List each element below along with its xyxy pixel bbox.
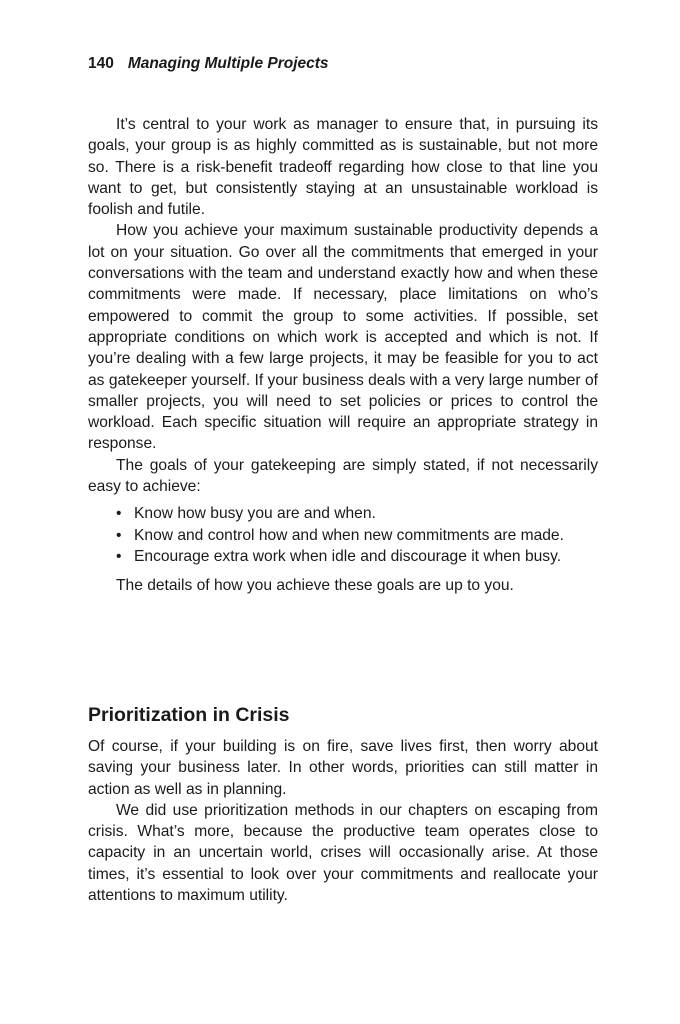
list-item-text: Know and control how and when new commitments are made. <box>134 526 564 544</box>
paragraph: The goals of your gatekeeping are simply stated, if not necessarily easy to achieve: <box>88 456 598 496</box>
section-heading: Prioritization in Crisis <box>88 704 290 726</box>
list-item <box>116 546 598 567</box>
list-item <box>116 525 598 546</box>
paragraph: How you achieve your maximum sustainable productivity depends a lot on your situation. Go over all the commitments that emerged in your conversations with the team and understand exactly how and when these commitments were made. If necessary, place limitations on who’s empowered to commit the group to some activities. If possible, set appropriate conditions on which work is accepted and which is not. If you’re dealing with a few large projects, it may be feasible for you to act as gatekeeper yourself. If your business deals with a very large number of smaller projects, you will need to set policies or prices to control the workload. Each specific situation will require an appropriate strategy in response. <box>88 222 598 453</box>
paragraph: We did use prioritization methods in our chapters on escaping from crisis. What’s more, because the productive team operates close to capacity in an uncertain world, crises will occasionally arise. At those times, it’s essential to look over your commitments and reallocate your attentions to maximum utility. <box>88 801 598 905</box>
bullet-list <box>88 503 598 567</box>
book-title: Managing Multiple Projects <box>127 55 329 72</box>
paragraph: It’s central to your work as manager to ensure that, in pursuing its goals, your group is as highly committed as is sustainable, but not more so. There is a risk-benefit tradeoff regarding how close to that line you want to get, but consistently staying at an unsustainable workload is foolish and futile. <box>88 116 598 219</box>
list-item <box>116 503 598 524</box>
section-body-text <box>88 736 598 906</box>
bullet-icon: • <box>116 505 122 523</box>
body-text <box>88 114 598 597</box>
page-number: 140 <box>88 55 114 72</box>
paragraph: The details of how you achieve these goals are up to you. <box>116 577 514 595</box>
bullet-icon: • <box>116 547 122 565</box>
list-item-text: Know how busy you are and when. <box>134 505 376 523</box>
bullet-icon: • <box>116 526 122 544</box>
running-head <box>88 55 329 73</box>
list-item-text: Encourage extra work when idle and discourage it when busy. <box>134 547 562 565</box>
paragraph: Of course, if your building is on fire, save lives first, then worry about saving your business later. In other words, priorities can still matter in action as well as in planning. <box>88 738 598 798</box>
